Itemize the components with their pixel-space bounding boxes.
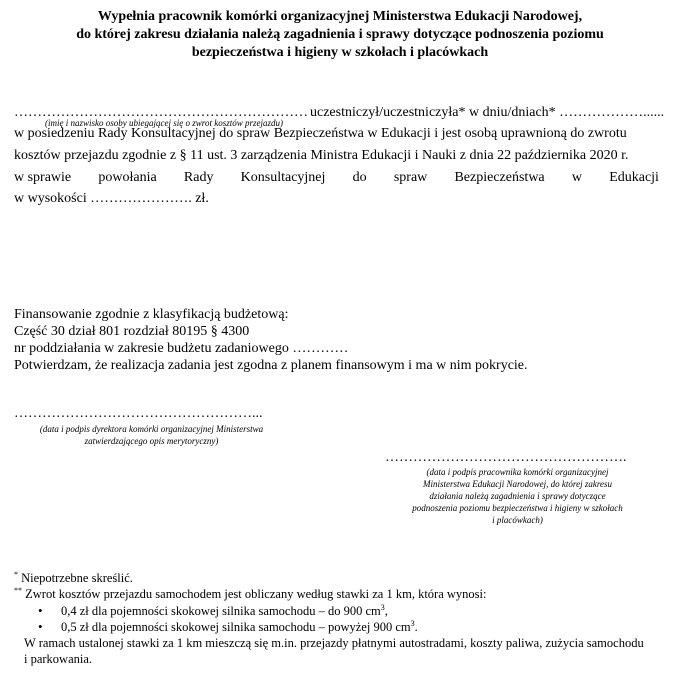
word: Rady	[183, 170, 214, 185]
footnote-marker: *	[14, 569, 18, 579]
word: powołania	[98, 170, 157, 185]
director-signature-line: ……………………………………………...	[14, 406, 263, 421]
footnote-1-text: Niepotrzebne skreślić.	[18, 571, 133, 585]
director-signature-note-1: (data i podpis dyrektora komórki organizacyjnej Ministerstwa	[39, 424, 264, 434]
footnote-extra-2: i parkowania.	[24, 652, 93, 666]
participation-line-4	[14, 170, 659, 186]
participation-line-2: w posiedzeniu Rady Konsultacyjnej do spraw Bezpieczeństwa w Edukacji i jest osobą uprawnioną do zwrotu	[14, 126, 627, 141]
rate-bullet-2	[61, 620, 418, 635]
financing-line-4: Potwierdzam, że realizacja zadania jest zgodna z planem finansowym i ma w nim pokrycie.	[14, 358, 528, 373]
employee-signature-note-5: i placówkach)	[492, 515, 543, 525]
word: w	[571, 170, 582, 185]
footnote-extra-1: W ramach ustalonej stawki za 1 km mieszczą się m.in. przejazdy płatnymi autostradami, koszty paliwa, zużycia samochodu	[24, 636, 644, 650]
bullet-icon: •	[38, 619, 43, 634]
superscript: 3	[410, 618, 415, 628]
footnote-1	[14, 571, 133, 586]
word: Edukacji	[609, 170, 659, 185]
word: do	[352, 170, 367, 185]
document-header	[40, 8, 640, 62]
footnote-2	[14, 587, 486, 602]
word: Konsultacyjnej	[240, 170, 326, 185]
footnote-marker: **	[14, 585, 22, 595]
employee-signature-note-4: podnoszenia poziomu bezpieczeństwa i higieny w szkołach	[412, 503, 623, 513]
rate-bullet-1-text: 0,4 zł dla pojemności skokowej silnika samochodu – do 900 cm	[61, 604, 381, 618]
participation-line-3: kosztów przejazdu zgodnie z § 11 ust. 3 zarządzenia Ministra Edukacji i Nauki z dnia 22 października 2020 r.	[14, 148, 629, 163]
bullet-icon: •	[38, 603, 43, 618]
punctuation: .	[414, 620, 418, 634]
header-line-3: bezpieczeństwa i higieny w szkołach i placówkach	[191, 45, 489, 60]
rate-bullet-1	[61, 604, 388, 619]
employee-signature-line: …………………………………………….	[385, 450, 627, 465]
name-note: (imię i nazwisko osoby ubiegającej się o zwrot kosztów przejazdu)	[45, 118, 283, 128]
financing-line-2: Część 30 dział 801 rozdział 80195 § 4300	[14, 324, 250, 339]
punctuation: ,	[384, 604, 388, 618]
superscript: 3	[380, 602, 385, 612]
header-line-1: Wypełnia pracownik komórki organizacyjnej Ministerstwa Edukacji Narodowej,	[97, 9, 583, 24]
director-signature-note-2: zatwierdzającego opis merytoryczny)	[84, 436, 219, 446]
rate-bullet-2-text: 0,5 zł dla pojemności skokowej silnika samochodu – powyżej 900 cm	[61, 620, 411, 634]
word: w sprawie	[14, 170, 72, 185]
employee-signature-note-2: Ministerstwa Edukacji Narodowej, do której zakresu	[423, 479, 612, 489]
name-dots: ………………………………………………………	[14, 105, 308, 120]
header-line-2: do której zakresu działania należą zagadnienia i sprawy dotyczące podnoszenia poziomu	[76, 27, 604, 42]
financing-line-1: Finansowanie zgodnie z klasyfikacją budżetową:	[14, 307, 289, 322]
word: Bezpieczeństwa	[454, 170, 545, 185]
employee-signature-note-1: (data i podpis pracownika komórki organizacyjnej	[426, 467, 609, 477]
participation-line-5: w wysokości …………………. zł.	[14, 191, 209, 206]
footnote-2-text: Zwrot kosztów przejazdu samochodem jest obliczany według stawki za 1 km, która wynosi:	[22, 587, 487, 601]
word: spraw	[393, 170, 428, 185]
participation-line-1: uczestniczył/uczestniczyła* w dniu/dniach* ………………......	[310, 105, 665, 120]
financing-line-3: nr poddziałania w zakresie budżetu zadaniowego …………	[14, 341, 349, 356]
employee-signature-note-3: działania należą zagadnienia i sprawy dotyczące	[429, 491, 606, 501]
